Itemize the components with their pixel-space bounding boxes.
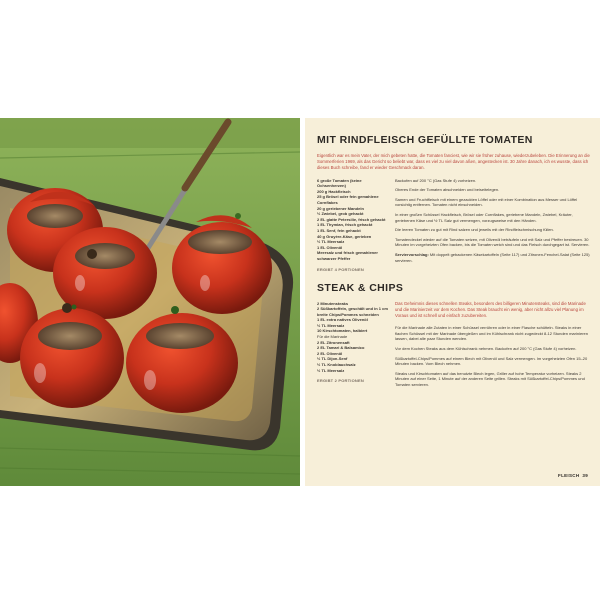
ingredient-item: 1 EL Senf, fein gehackt — [317, 227, 361, 233]
ingredient-item: ½ TL Meersalz — [317, 367, 345, 373]
method-step — [395, 252, 590, 263]
method-step — [395, 346, 590, 352]
recipe-section-steak — [317, 282, 590, 392]
ingredient-item: 40 g Gruyère-Käse, gerieben — [317, 233, 372, 239]
ingredient-item: ½ TL Dijon-Senf — [317, 356, 348, 362]
step-text: In einer großen Schüssel Hackfleisch, Brösel oder Cornflakes, geriebene Mandeln, Zwiebel, Kräuter, geriebenen Käse und ½ TL Salz gut vermengen, vorzugsweise mit den Händen. — [395, 211, 573, 223]
method-step — [395, 371, 590, 388]
page-number: 39 — [582, 473, 588, 478]
recipe-section-tomatoes — [317, 134, 590, 272]
ingredient-item: 2 EL glatte Petersilie, frisch gehackt — [317, 216, 386, 222]
step-text: Vor dem Kochen Steaks aus dem Kühlschrank nehmen. Backofen auf 200 °C (Gas Stufe 4) vorheizen. — [395, 345, 577, 351]
servings-label: ERGIBT 2 PORTIONEN — [317, 378, 364, 384]
ingredient-item: ½ TL Knoblauchsalz — [317, 362, 356, 368]
ingredient-item: Für die Marinade — [317, 334, 348, 340]
step-text: Die leeren Tomaten zu gut mit Rind salzen und jeweils mit der Rindfleischmischung füllen. — [395, 227, 554, 233]
ingredient-item: 200 g Hackfleisch — [317, 188, 351, 194]
step-text: Oberes Ende der Tomaten abschneiden und beiseitelegen. — [395, 187, 500, 193]
recipe-intro: Eigentlich war es mein Vater, der mich gebeten hatte, die Tomaten fanciest, wie wir sie früher zuhause, wiederzubeleben. Die Erinnerung an die Sommerferien 1969, als das Gericht so beliebt war, dass es viel zu viel davon aßen, angestecken ist. 30 Jahre danach, ich es wusste, dass ich dieses Buch schreibe, fand er wieder Geschmack daran. — [317, 153, 590, 171]
method-step — [395, 356, 590, 367]
step-text: Samen und Fruchtfleisch mit einem gezackten Löffel oder mit einer Kombination aus Messer und Löffel vorsichtig entfernen. Tomaten nicht einschneiden. — [395, 196, 578, 208]
ingredient-item: 2 EL Olivenöl — [317, 350, 343, 356]
ingredient-item: 6 große Tomaten (keine Ochsenherzen) — [317, 177, 362, 189]
ingredient-item: 2 EL Zitronensaft — [317, 339, 350, 345]
step-text: Süßkartoffel-Chips/Pommes auf einem Blech mit Olivenöl und Salz vermengen. Im vorgeheizten Ofen 15–20 Minuten backen. Vom Blech nehmen. — [395, 355, 588, 367]
ingredients-list — [317, 178, 395, 272]
method-steps — [395, 178, 590, 272]
ingredient-item: 25 g Brösel oder fein gemahlene Cornflakes — [317, 194, 379, 205]
step-text: Steaks und Kirschtomaten auf das benutzte Blech legen, Griller auf hohe Temperatur vorheizen. Steaks 2 Minuten auf einer Seite, 1 Minute auf der anderen Seite grillen. Steaks mit Süßkartoffel-Chips/Pommes und Tomaten servieren. — [395, 370, 585, 387]
method-step — [395, 187, 590, 193]
ingredient-item: ½ Zwiebel, grob gehackt — [317, 211, 364, 217]
ingredient-item: 10 Kirschtomaten, halbiert — [317, 328, 368, 334]
recipe-intro: Das Geheimnis dieses schnellen Steaks, besonders des billigeren Minutensteaks, sind die Marinade und die Marinierzeit vor dem Kochen. Das Steak braucht ein wenig, aber nicht allzu viel Planung im Voraus und ist schnell und einfach zuzubereiten. — [395, 300, 586, 318]
ingredient-item: ½ TL Meersalz — [317, 322, 345, 328]
recipe-title: MIT RINDFLEISCH GEFÜLLTE TOMATEN — [317, 134, 533, 146]
ingredient-item: 2 Minutensteaks — [317, 300, 349, 306]
step-text: Mit doppelt gebackenen Käsekartoffeln (Seite 117) und Zitronen-Fenchel-Salat (Seite 125) servieren. — [395, 251, 590, 263]
method-step — [395, 227, 590, 233]
ingredient-item: ½ TL Meersalz — [317, 239, 345, 245]
ingredient-item: Meersalz und frisch gemahlener schwarzer Pfeffer — [317, 250, 378, 261]
method-step — [395, 197, 590, 208]
ingredient-item: 2 EL Tamari & Balsamico — [317, 345, 365, 351]
method-step — [395, 212, 590, 223]
page-footer — [558, 473, 588, 478]
method-step — [395, 237, 590, 248]
ingredient-item: 1 EL Olivenöl — [317, 244, 343, 250]
method-steps — [395, 301, 590, 392]
method-step — [395, 178, 590, 184]
ingredients-list — [317, 301, 395, 392]
recipe-page — [305, 118, 600, 486]
method-step — [395, 325, 590, 342]
step-emphasis: Serviervorschlag: — [395, 251, 429, 257]
step-text: Backofen auf 200 °C (Gas Stufe 4) vorheizen. — [395, 177, 477, 183]
step-text: Für die Marinade alle Zutaten in einer Schüssel verrühren oder in einer Flasche schütteln. Steaks in einer flachen Schüssel mit der Marinade übergießen und im Kühlschrank nicht zugedeckt 8-12 Stunden marinieren lassen, dabei alle paar Stunden wenden. — [395, 325, 588, 342]
recipe-title: STEAK & CHIPS — [317, 281, 404, 294]
ingredient-item: 20 g geriebener Mandeln — [317, 205, 364, 211]
stuffed-tomatoes-photo — [0, 118, 300, 486]
step-text: Tomatendeckel wieder auf die Tomaten setzen, mit Olivenöl beträufeln und mit Salz und Pfeffer bestreuen. 30 Minuten im vorgeheizten Ofen backen, bis die Tomaten weich sind und das Fleisch durchgegart ist. Servieren. — [395, 236, 590, 248]
section-name: FLEISCH — [558, 473, 580, 478]
ingredient-item: 1 EL extra natives Olivenöl — [317, 317, 368, 323]
ingredient-item: 1 EL Thymian, frisch gehackt — [317, 222, 373, 228]
servings-label: ERGIBT 4 PORTIONEN — [317, 266, 364, 272]
ingredient-item: 2 Süßkartoffeln, geschält und in 1 cm breite Chips/Pommes schneiden — [317, 306, 388, 317]
